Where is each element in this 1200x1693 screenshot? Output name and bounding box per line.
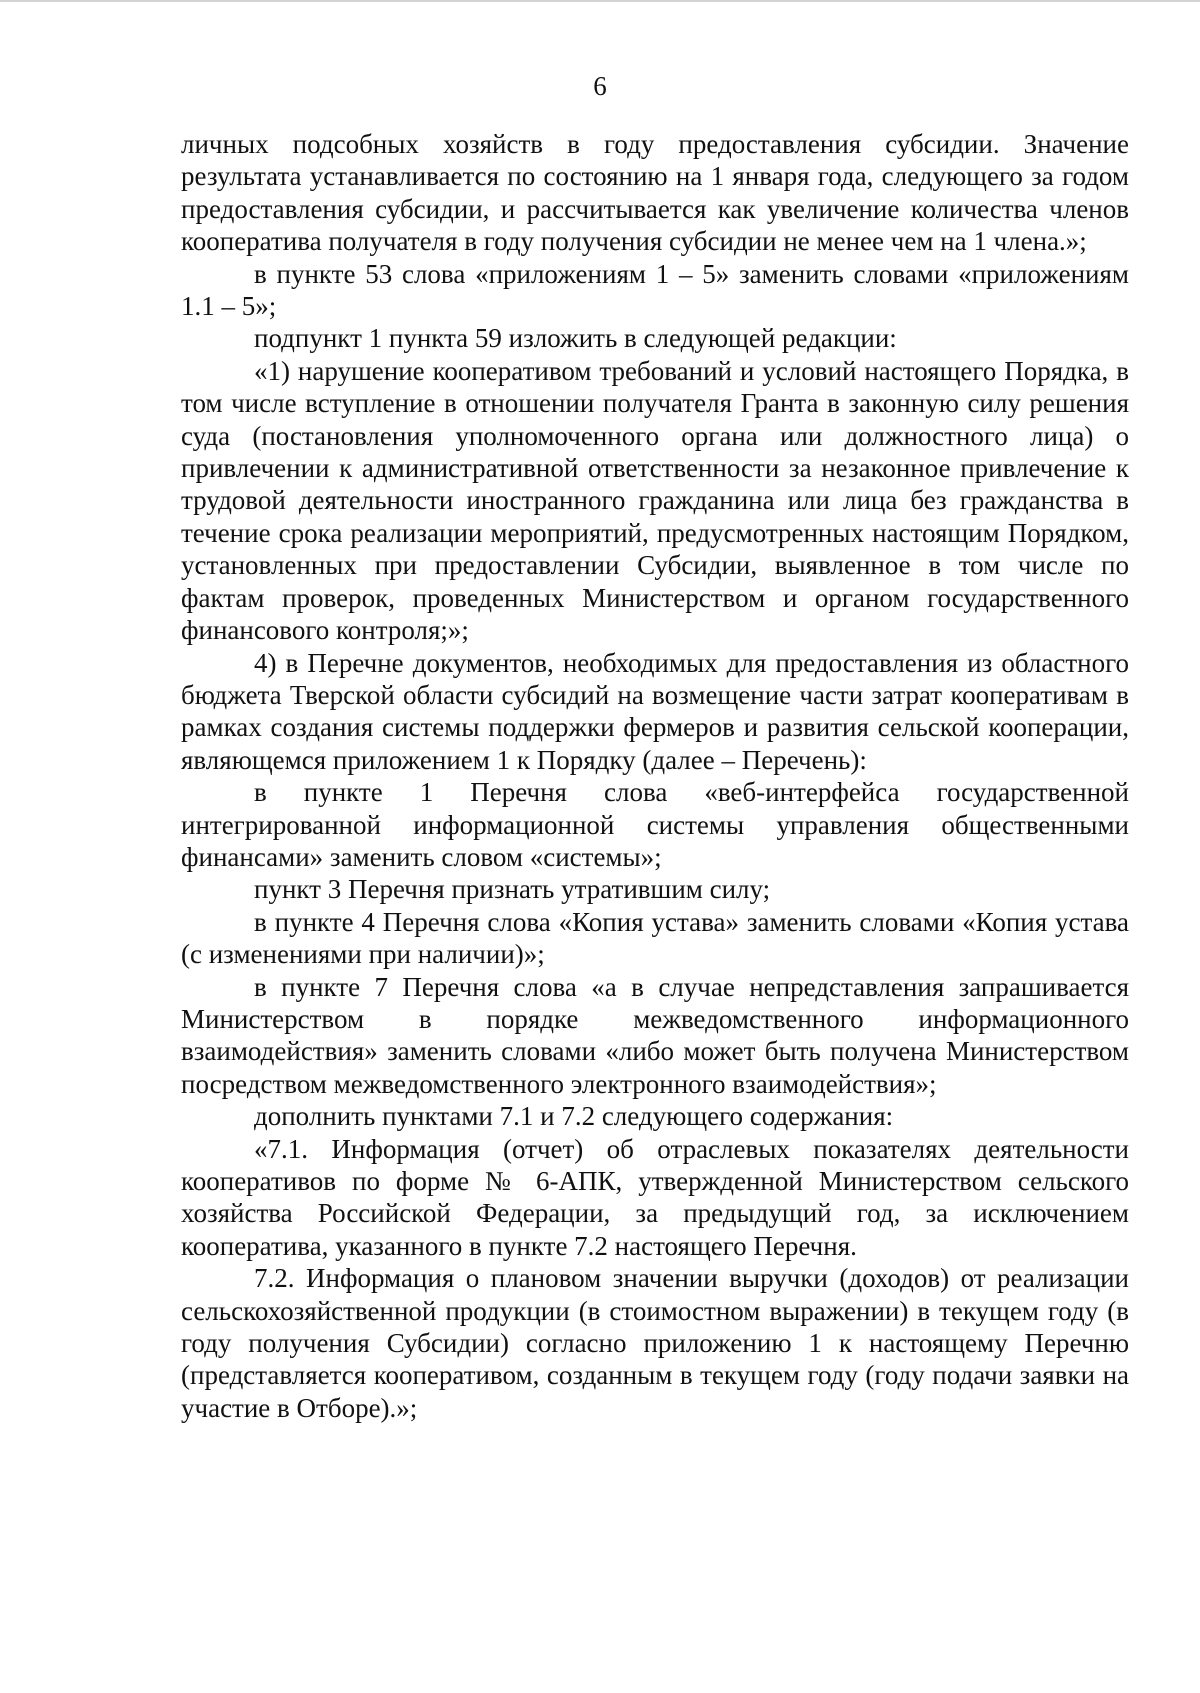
paragraph-item-7-2: 7.2. Информация о плановом значении выручки (доходов) от реализации сельскохозяйственной продукции (в стоимостном выражении) в текущем году (в году получения Субсидии) согласно приложению 1 к настоящему Перечню (представляется кооперативом, созданным в текущем году (году подачи заявки на участие в Отборе).»;	[181, 1263, 1129, 1423]
paragraph-add-items-intro: дополнить пунктами 7.1 и 7.2 следующего содержания:	[254, 1101, 894, 1132]
paragraph-list-item-1: в пункте 1 Перечня слова «веб-интерфейса государственной интегрированной информационной системы управления общественными финансами» заменить словом «системы»;	[181, 777, 1129, 872]
page-number: 6	[593, 71, 607, 101]
paragraph-list-item-7: в пункте 7 Перечня слова «а в случае непредставления запрашивается Министерством в порядке межведомственного информационного взаимодействия» заменить словами «либо может быть получена Министерством посредством межведомственного электронного взаимодействия»;	[181, 971, 1129, 1099]
paragraph-item-53: в пункте 53 слова «приложениям 1 – 5» заменить словами «приложениям 1.1 – 5»;	[181, 258, 1129, 322]
paragraph-item-59-intro: подпункт 1 пункта 59 изложить в следующей редакции:	[254, 323, 897, 354]
paragraph-list-intro: 4) в Перечне документов, необходимых для предоставления из областного бюджета Тверской области субсидий на возмещение части затрат кооперативам в рамках создания системы поддержки фермеров и развития сельской кооперации, являющемся приложением 1 к Порядку (далее – Перечень):	[181, 647, 1129, 775]
paragraph-list-item-3: пункт 3 Перечня признать утратившим силу;	[254, 874, 771, 905]
paragraph-result-definition: личных подсобных хозяйств в году предоставления субсидии. Значение результата устанавливается по состоянию на 1 января года, следующего за годом предоставления субсидии, и рассчитывается как увеличение количества членов кооператива получателя в году получения субсидии не менее чем на 1 члена.»;	[181, 129, 1129, 257]
scan-edge-line	[0, 0, 1200, 2]
document-body	[181, 128, 1129, 1424]
paragraph-item-7-1: «7.1. Информация (отчет) об отраслевых показателях деятельности кооперативов по форме № 6-АПК, утвержденной Министерством сельского хозяйства Российской Федерации, за предыдущий год, за исключением кооператива, указанного в пункте 7.2 настоящего Перечня.	[181, 1133, 1129, 1261]
paragraph-list-item-4: в пункте 4 Перечня слова «Копия устава» заменить словами «Копия устава (с изменениями при наличии)»;	[181, 906, 1129, 970]
paragraph-item-59-text: «1) нарушение кооперативом требований и условий настоящего Порядка, в том числе вступление в отношении получателя Гранта в законную силу решения суда (постановления уполномоченного органа или должностного лица) о привлечении к административной ответственности за незаконное привлечение к трудовой деятельности иностранного гражданина или лица без гражданства в течение срока реализации мероприятий, предусмотренных настоящим Порядком, установленных при предоставлении Субсидии, выявленное в том числе по фактам проверок, проведенных Министерством и органом государственного финансового контроля;»;	[181, 355, 1129, 646]
